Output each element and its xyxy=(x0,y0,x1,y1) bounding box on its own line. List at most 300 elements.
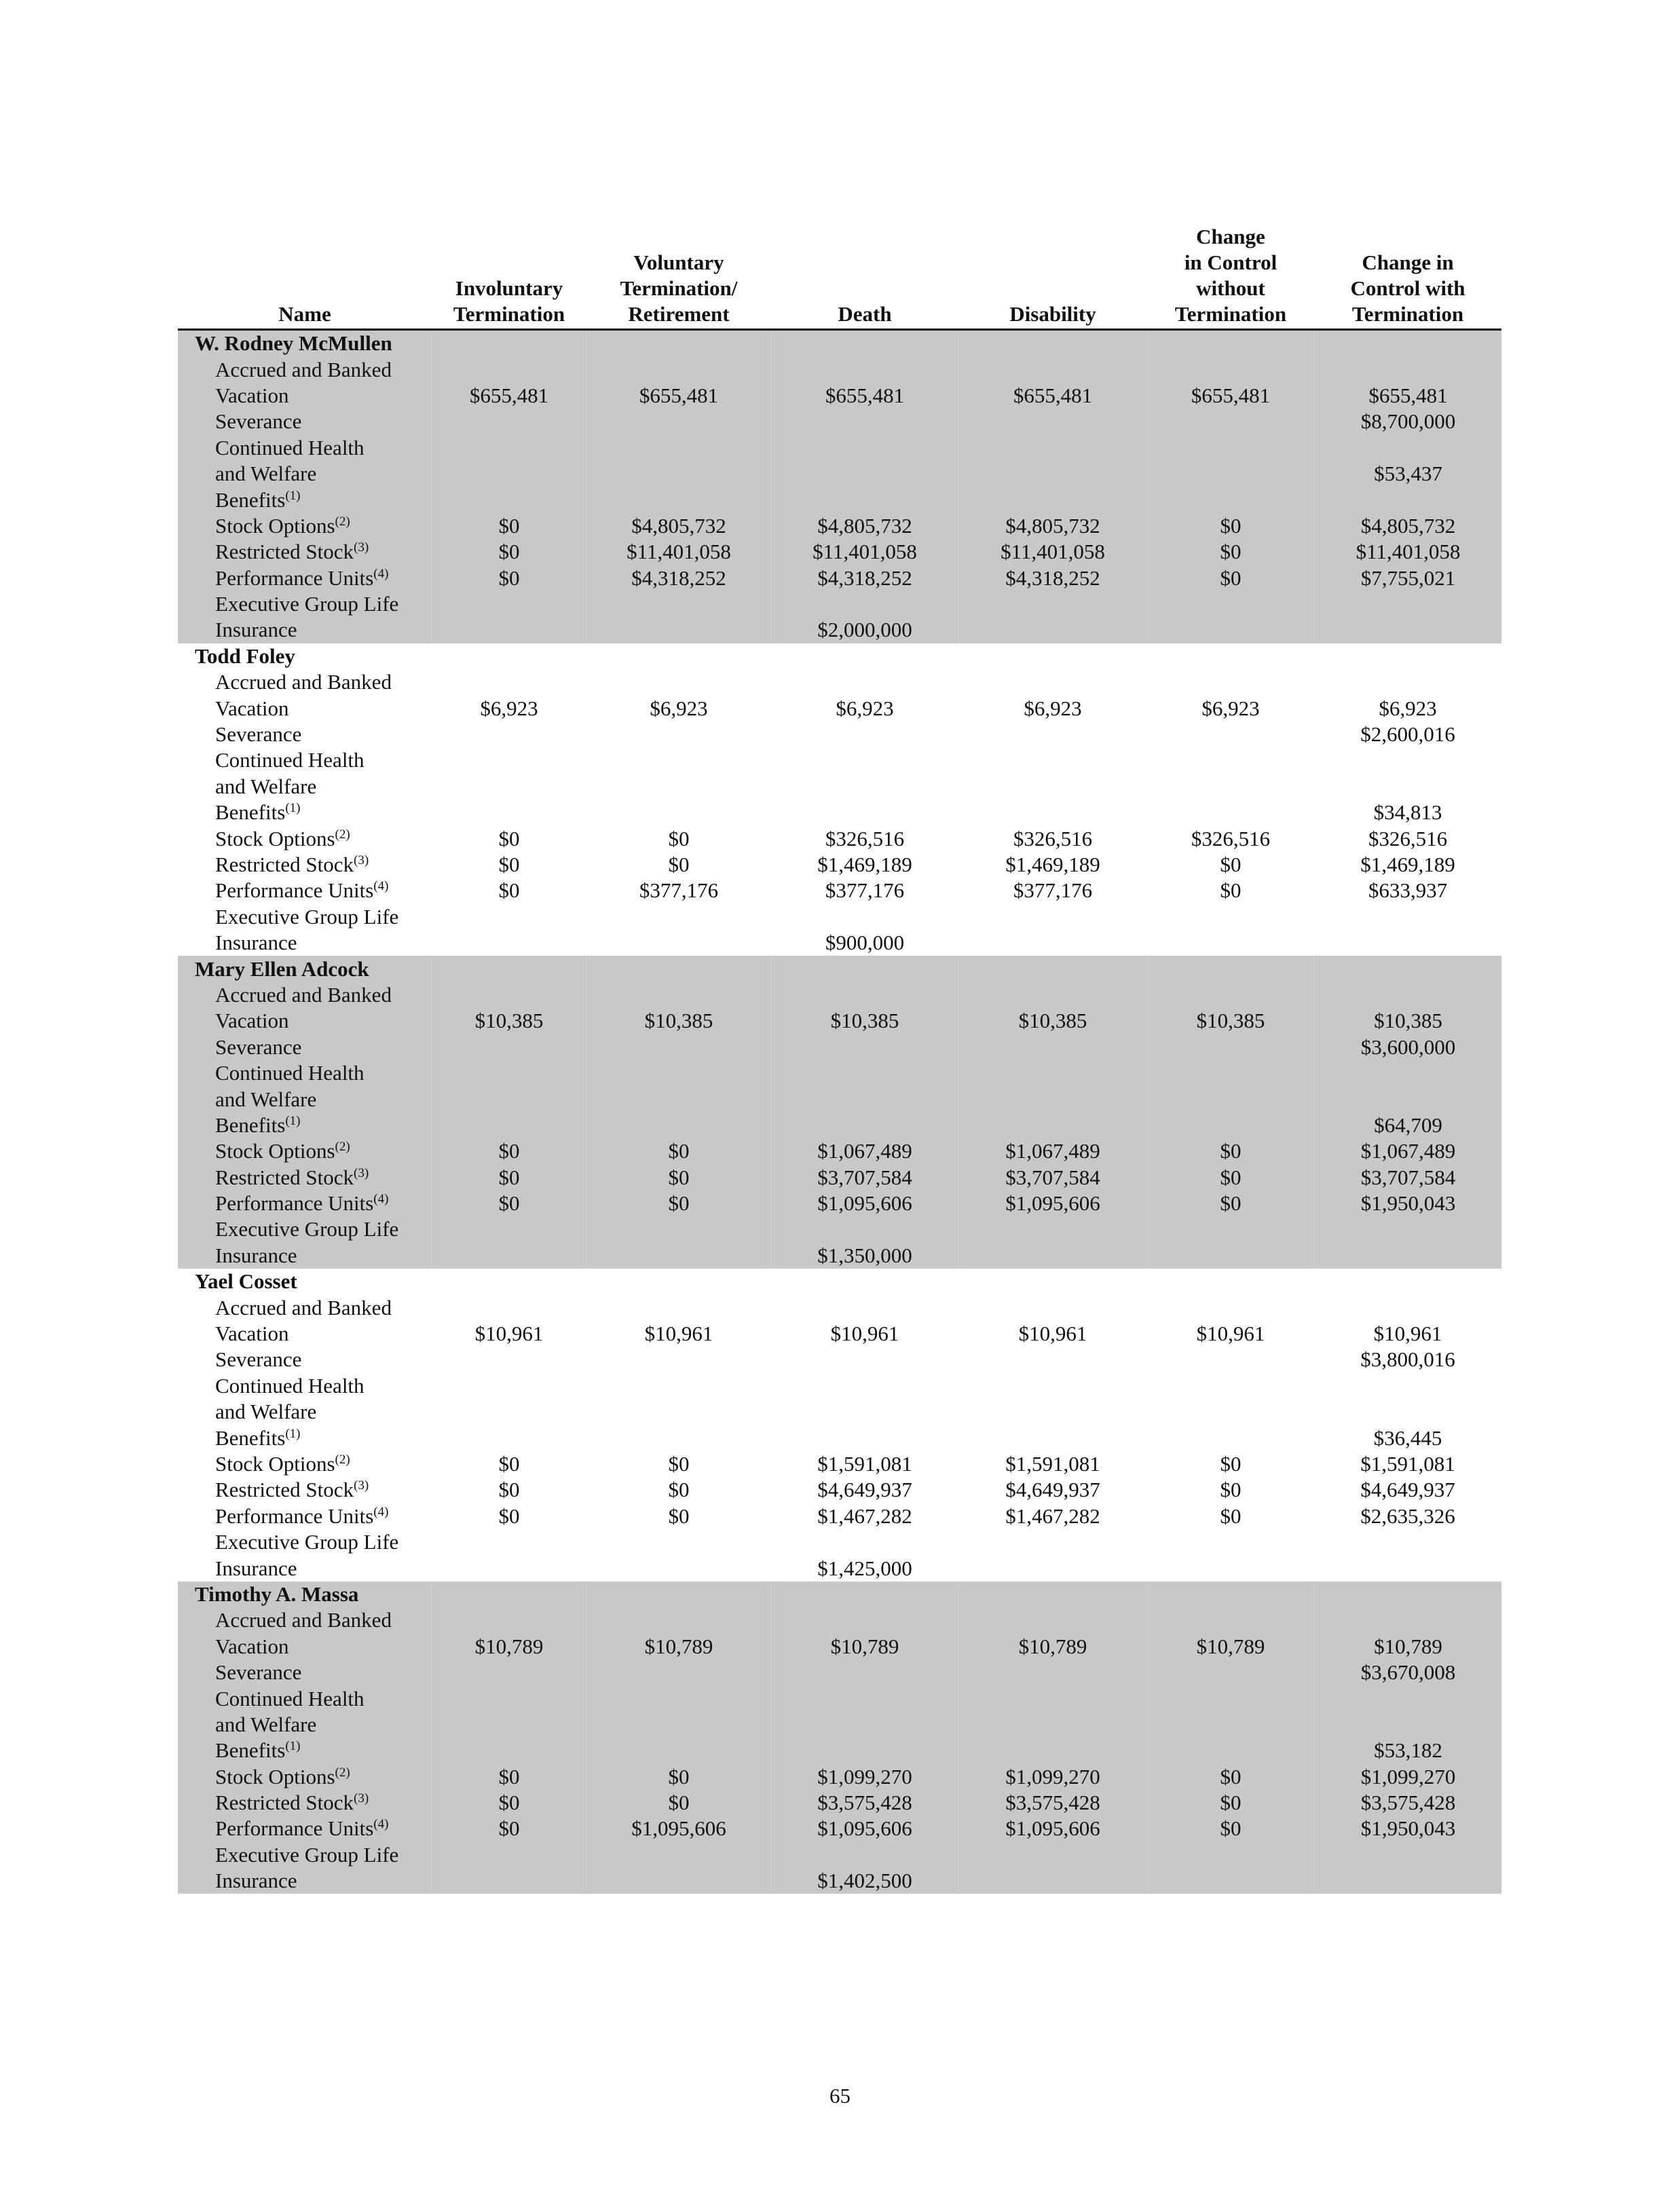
value-cell xyxy=(432,1738,586,1763)
value-cell xyxy=(1147,461,1314,487)
executive-name-row xyxy=(178,330,1501,357)
value-cell: $4,649,937 xyxy=(1360,1478,1455,1502)
value-cell xyxy=(432,356,586,382)
footnote-marker: (4) xyxy=(373,1192,389,1207)
value-cell xyxy=(432,1529,586,1555)
value-cell xyxy=(1147,1738,1314,1763)
footnote-marker: (4) xyxy=(373,1817,389,1832)
row-label xyxy=(178,1112,432,1138)
table-row xyxy=(178,1529,1501,1555)
header-row xyxy=(178,224,1501,330)
empty-cell xyxy=(958,330,1147,357)
row-label-text: Accrued and Banked xyxy=(215,982,392,1007)
value-cell: $1,950,043 xyxy=(1314,1191,1501,1216)
value-cell xyxy=(1147,1347,1314,1372)
value-cell xyxy=(1314,1373,1501,1399)
value-cell xyxy=(432,1034,586,1060)
value-cell xyxy=(586,435,771,461)
value-cell xyxy=(771,1034,958,1060)
row-label-text: Vacation xyxy=(215,383,289,407)
table-row xyxy=(178,1216,1501,1242)
row-label xyxy=(178,695,432,721)
row-label-text: Stock Options xyxy=(215,826,335,850)
table-row xyxy=(178,1607,1501,1633)
value-cell xyxy=(958,1529,1147,1555)
value-cell xyxy=(1147,1060,1314,1086)
value-cell: $1,099,270 xyxy=(771,1763,958,1789)
value-cell: $10,789 xyxy=(771,1634,958,1660)
column-header-line: Voluntary xyxy=(633,250,724,274)
footnote-marker: (4) xyxy=(373,1504,389,1519)
value-cell xyxy=(1147,1425,1314,1451)
value-cell xyxy=(432,1294,586,1320)
row-label xyxy=(178,1790,432,1816)
value-cell: $3,707,584 xyxy=(1314,1165,1501,1191)
table-row xyxy=(178,617,1501,643)
row-label-text: Executive Group Life xyxy=(215,904,399,929)
value-cell: $0 xyxy=(498,853,520,876)
value-cell: $0 xyxy=(432,539,586,565)
column-header-line: in Control xyxy=(1184,250,1277,274)
value-cell xyxy=(1147,1112,1314,1138)
value-cell xyxy=(586,1373,771,1399)
value-cell: $1,402,500 xyxy=(771,1868,958,1894)
value-cell: $53,437 xyxy=(1314,461,1501,487)
value-cell: $36,445 xyxy=(1373,1425,1442,1450)
value-cell: $900,000 xyxy=(825,931,905,955)
executive-name-row xyxy=(178,643,1501,669)
value-cell xyxy=(1314,487,1501,512)
row-label xyxy=(178,1191,432,1216)
value-cell xyxy=(958,487,1147,512)
value-cell: $0 xyxy=(668,1478,690,1502)
row-label-text: Insurance xyxy=(215,1556,297,1580)
value-cell: $4,649,937 xyxy=(1005,1478,1100,1502)
value-cell: $10,961 xyxy=(830,1322,899,1346)
value-cell xyxy=(586,800,771,825)
value-cell xyxy=(1314,904,1501,930)
value-cell xyxy=(432,904,586,930)
row-label-text: Continued Health xyxy=(215,1373,365,1398)
value-cell: $377,176 xyxy=(1013,878,1093,903)
value-cell: $377,176 xyxy=(825,878,905,903)
table-header xyxy=(178,224,1501,330)
row-label-text: Continued Health xyxy=(215,1686,365,1710)
row-label-text: Severance xyxy=(215,1034,302,1059)
row-label xyxy=(178,747,432,773)
value-cell xyxy=(958,1216,1147,1242)
row-label xyxy=(178,800,432,825)
value-cell: $655,481 xyxy=(771,383,958,409)
value-cell xyxy=(586,1425,771,1451)
value-cell: $11,401,058 xyxy=(1314,539,1501,565)
footnote-marker: (1) xyxy=(285,801,301,816)
value-cell: $0 xyxy=(432,1790,586,1816)
value-cell: $10,789 xyxy=(586,1634,771,1660)
value-cell xyxy=(958,1243,1147,1269)
row-label-text: Severance xyxy=(215,409,302,434)
row-label xyxy=(178,1216,432,1242)
value-cell xyxy=(432,669,586,695)
value-cell xyxy=(1314,1555,1501,1581)
table-row xyxy=(178,1112,1501,1138)
row-label-text: Benefits xyxy=(215,1112,286,1137)
row-label xyxy=(178,1503,432,1529)
value-cell xyxy=(432,1685,586,1711)
value-cell: $1,095,606 xyxy=(958,1816,1147,1841)
value-cell xyxy=(432,722,586,747)
value-cell xyxy=(958,1868,1147,1894)
value-cell xyxy=(586,904,771,930)
value-cell xyxy=(771,722,958,747)
value-cell xyxy=(958,617,1147,643)
value-cell: $0 xyxy=(1147,539,1314,565)
row-label-text: Benefits xyxy=(215,487,286,512)
value-cell xyxy=(1147,1607,1314,1633)
value-cell xyxy=(1314,982,1501,1008)
value-cell xyxy=(1147,722,1314,747)
footnote-marker: (2) xyxy=(335,1765,350,1780)
value-cell: $2,600,016 xyxy=(1360,722,1455,747)
value-cell xyxy=(432,461,586,487)
row-label-text: Executive Group Life xyxy=(215,1530,399,1554)
value-cell xyxy=(771,591,958,617)
value-cell: $1,469,189 xyxy=(1005,853,1100,876)
value-cell xyxy=(432,930,586,956)
value-cell: $0 xyxy=(1147,1191,1314,1216)
value-cell xyxy=(1147,1034,1314,1060)
value-cell xyxy=(958,461,1147,487)
value-cell: $4,805,732 xyxy=(958,513,1147,539)
value-cell xyxy=(586,591,771,617)
value-cell xyxy=(958,1294,1147,1320)
empty-cell xyxy=(1314,1269,1501,1294)
row-label xyxy=(178,774,432,800)
table-row xyxy=(178,565,1501,591)
value-cell xyxy=(586,461,771,487)
value-cell: $0 xyxy=(432,1763,586,1789)
value-cell: $2,635,326 xyxy=(1360,1503,1455,1528)
value-cell: $0 xyxy=(1147,1165,1314,1191)
empty-cell xyxy=(586,643,771,669)
value-cell xyxy=(586,722,771,747)
footnote-marker: (1) xyxy=(285,488,301,503)
value-cell xyxy=(1147,409,1314,434)
empty-cell xyxy=(1147,1582,1314,1607)
footnote-marker: (1) xyxy=(285,1113,301,1128)
row-label xyxy=(178,1660,432,1685)
column-header xyxy=(1147,224,1314,330)
value-cell: $3,707,584 xyxy=(771,1165,958,1191)
empty-cell xyxy=(771,643,958,669)
column-header-line: Termination xyxy=(453,302,565,326)
value-cell xyxy=(432,774,586,800)
value-cell xyxy=(771,1373,958,1399)
value-cell: $0 xyxy=(498,826,520,850)
row-label-text: Restricted Stock xyxy=(215,853,354,876)
value-cell: $1,950,043 xyxy=(1314,1816,1501,1841)
row-label-text: Accrued and Banked xyxy=(215,357,392,381)
value-cell: $1,067,489 xyxy=(771,1138,958,1164)
value-cell xyxy=(1147,356,1314,382)
value-cell xyxy=(771,747,958,773)
value-cell xyxy=(586,487,771,512)
column-header-line: Termination xyxy=(1351,302,1464,326)
value-cell xyxy=(586,1842,771,1868)
value-cell xyxy=(1314,930,1501,956)
value-cell: $1,067,489 xyxy=(1314,1138,1501,1164)
value-cell xyxy=(432,1347,586,1372)
value-cell xyxy=(586,1685,771,1711)
footnote-marker: (3) xyxy=(354,1478,369,1493)
row-label xyxy=(178,722,432,747)
value-cell xyxy=(958,356,1147,382)
value-cell xyxy=(1147,982,1314,1008)
value-cell xyxy=(432,1060,586,1086)
row-label xyxy=(178,1634,432,1660)
empty-cell xyxy=(771,1269,958,1294)
row-label-text: Performance Units xyxy=(215,1191,374,1216)
row-label-text: and Welfare xyxy=(215,774,317,798)
value-cell xyxy=(771,774,958,800)
row-label xyxy=(178,1373,432,1399)
value-cell xyxy=(1314,1685,1501,1711)
row-label xyxy=(178,1685,432,1711)
row-label-text: Insurance xyxy=(215,1869,297,1893)
row-label-text: Vacation xyxy=(215,1322,289,1346)
table-row xyxy=(178,1790,1501,1816)
value-cell: $11,401,058 xyxy=(586,539,771,565)
row-label-text: Executive Group Life xyxy=(215,592,399,616)
value-cell xyxy=(1147,1529,1314,1555)
value-cell: $0 xyxy=(432,1165,586,1191)
table-row xyxy=(178,669,1501,695)
value-cell: $7,755,021 xyxy=(1314,565,1501,591)
value-cell: $1,425,000 xyxy=(817,1556,912,1580)
row-label xyxy=(178,1763,432,1789)
value-cell xyxy=(432,591,586,617)
table-row xyxy=(178,774,1501,800)
row-label xyxy=(178,383,432,409)
row-label-text: Vacation xyxy=(215,696,289,720)
empty-cell xyxy=(958,1269,1147,1294)
table-row xyxy=(178,539,1501,565)
row-label-text: Severance xyxy=(215,1660,302,1685)
value-cell xyxy=(432,800,586,825)
value-cell: $34,813 xyxy=(1373,800,1442,825)
value-cell: $3,800,016 xyxy=(1360,1347,1455,1372)
value-cell: $3,600,000 xyxy=(1314,1034,1501,1060)
row-label-text: Performance Units xyxy=(215,1503,374,1528)
value-cell xyxy=(586,617,771,643)
column-header-line: Disability xyxy=(1009,302,1096,326)
value-cell: $0 xyxy=(586,1165,771,1191)
table-row xyxy=(178,1503,1501,1529)
value-cell xyxy=(1147,435,1314,461)
table-row xyxy=(178,1738,1501,1763)
value-cell: $655,481 xyxy=(586,383,771,409)
table-row xyxy=(178,1321,1501,1347)
row-label-text: Performance Units xyxy=(215,565,374,590)
empty-cell xyxy=(1147,1269,1314,1294)
value-cell xyxy=(586,1607,771,1633)
value-cell: $6,923 xyxy=(1379,696,1437,720)
value-cell: $0 xyxy=(432,1191,586,1216)
column-header-line: Involuntary xyxy=(455,276,563,300)
row-label xyxy=(178,1738,432,1763)
row-label xyxy=(178,825,432,851)
value-cell xyxy=(586,1868,771,1894)
row-label xyxy=(178,1347,432,1372)
value-cell xyxy=(1314,1243,1501,1269)
column-header-line: Retirement xyxy=(628,302,730,326)
value-cell xyxy=(771,1216,958,1242)
empty-cell xyxy=(432,643,586,669)
table-row xyxy=(178,435,1501,461)
value-cell xyxy=(432,1868,586,1894)
row-label xyxy=(178,1425,432,1451)
row-label-text: and Welfare xyxy=(215,1400,317,1424)
value-cell: $0 xyxy=(1147,1816,1314,1841)
value-cell: $4,805,732 xyxy=(771,513,958,539)
value-cell xyxy=(771,435,958,461)
value-cell: $655,481 xyxy=(958,383,1147,409)
row-label xyxy=(178,1138,432,1164)
row-label-text: Insurance xyxy=(215,618,297,642)
value-cell xyxy=(1147,669,1314,695)
row-label-text: Restricted Stock xyxy=(215,1165,354,1189)
value-cell xyxy=(432,1373,586,1399)
value-cell: $0 xyxy=(1220,1503,1242,1528)
value-cell: $3,575,428 xyxy=(958,1790,1147,1816)
value-cell: $10,789 xyxy=(1314,1634,1501,1660)
column-header-line: Change xyxy=(1196,225,1265,248)
table-row xyxy=(178,1685,1501,1711)
column-header-line: Control with xyxy=(1350,276,1466,300)
value-cell: $1,099,270 xyxy=(958,1763,1147,1789)
value-cell xyxy=(771,1738,958,1763)
table-row xyxy=(178,800,1501,825)
value-cell xyxy=(958,1842,1147,1868)
value-cell: $11,401,058 xyxy=(771,539,958,565)
value-cell: $10,789 xyxy=(432,1634,586,1660)
value-cell xyxy=(1314,356,1501,382)
table-row xyxy=(178,1034,1501,1060)
value-cell: $10,961 xyxy=(1018,1322,1087,1346)
empty-cell xyxy=(432,330,586,357)
value-cell xyxy=(1147,1868,1314,1894)
row-label xyxy=(178,1842,432,1868)
value-cell xyxy=(958,1738,1147,1763)
row-label-text: Benefits xyxy=(215,1425,286,1450)
row-label-text: Accrued and Banked xyxy=(215,670,392,694)
row-label xyxy=(178,1243,432,1269)
table-row xyxy=(178,513,1501,539)
row-label xyxy=(178,930,432,956)
empty-cell xyxy=(1147,330,1314,357)
table-row xyxy=(178,904,1501,930)
footnote-marker: (3) xyxy=(354,853,369,867)
row-label xyxy=(178,1060,432,1086)
value-cell: $10,961 xyxy=(1196,1322,1265,1346)
table-row xyxy=(178,1086,1501,1112)
value-cell: $0 xyxy=(668,1451,690,1476)
value-cell: $10,961 xyxy=(1373,1322,1442,1346)
row-label-text: and Welfare xyxy=(215,462,317,486)
value-cell xyxy=(586,669,771,695)
value-cell xyxy=(1147,1216,1314,1242)
table-row xyxy=(178,1451,1501,1477)
value-cell xyxy=(771,356,958,382)
value-cell: $4,318,252 xyxy=(958,565,1147,591)
value-cell xyxy=(771,1660,958,1685)
value-cell xyxy=(958,800,1147,825)
empty-cell xyxy=(958,1582,1147,1607)
document-page xyxy=(178,224,1501,1894)
row-label-text: Stock Options xyxy=(215,513,335,538)
value-cell: $1,467,282 xyxy=(817,1503,912,1528)
row-label-text: and Welfare xyxy=(215,1712,317,1736)
value-cell xyxy=(432,1660,586,1685)
value-cell: $0 xyxy=(1147,1763,1314,1789)
table-row xyxy=(178,461,1501,487)
column-header-line: Name xyxy=(278,302,331,326)
executive-name: Yael Cosset xyxy=(195,1269,297,1294)
value-cell: $10,961 xyxy=(644,1322,713,1346)
value-cell xyxy=(586,930,771,956)
row-label xyxy=(178,356,432,382)
row-label-text: Accrued and Banked xyxy=(215,1608,392,1632)
value-cell xyxy=(771,409,958,434)
row-label xyxy=(178,539,432,565)
empty-cell xyxy=(958,956,1147,981)
value-cell xyxy=(771,1294,958,1320)
table-body xyxy=(178,330,1501,1894)
row-label xyxy=(178,1607,432,1633)
value-cell xyxy=(771,1607,958,1633)
value-cell xyxy=(958,1347,1147,1372)
value-cell: $10,385 xyxy=(586,1008,771,1034)
row-label xyxy=(178,461,432,487)
value-cell xyxy=(958,1034,1147,1060)
value-cell xyxy=(771,1529,958,1555)
row-label xyxy=(178,1034,432,1060)
value-cell: $6,923 xyxy=(1024,696,1082,720)
row-label-text: Continued Health xyxy=(215,1061,365,1085)
value-cell: $377,176 xyxy=(639,878,719,903)
table-row xyxy=(178,1294,1501,1320)
footnote-marker: (2) xyxy=(335,514,350,529)
value-cell: $10,385 xyxy=(958,1008,1147,1034)
value-cell xyxy=(586,1086,771,1112)
value-cell xyxy=(432,409,586,434)
value-cell: $326,516 xyxy=(1368,826,1448,850)
value-cell xyxy=(771,1685,958,1711)
value-cell xyxy=(958,409,1147,434)
value-cell xyxy=(958,1555,1147,1581)
value-cell xyxy=(958,669,1147,695)
row-label-text: and Welfare xyxy=(215,1087,317,1111)
row-label xyxy=(178,565,432,591)
value-cell: $10,789 xyxy=(1147,1634,1314,1660)
value-cell: $0 xyxy=(586,1191,771,1216)
value-cell xyxy=(432,1243,586,1269)
value-cell xyxy=(432,1842,586,1868)
row-label xyxy=(178,1555,432,1581)
row-label xyxy=(178,982,432,1008)
value-cell xyxy=(432,982,586,1008)
value-cell xyxy=(432,1216,586,1242)
